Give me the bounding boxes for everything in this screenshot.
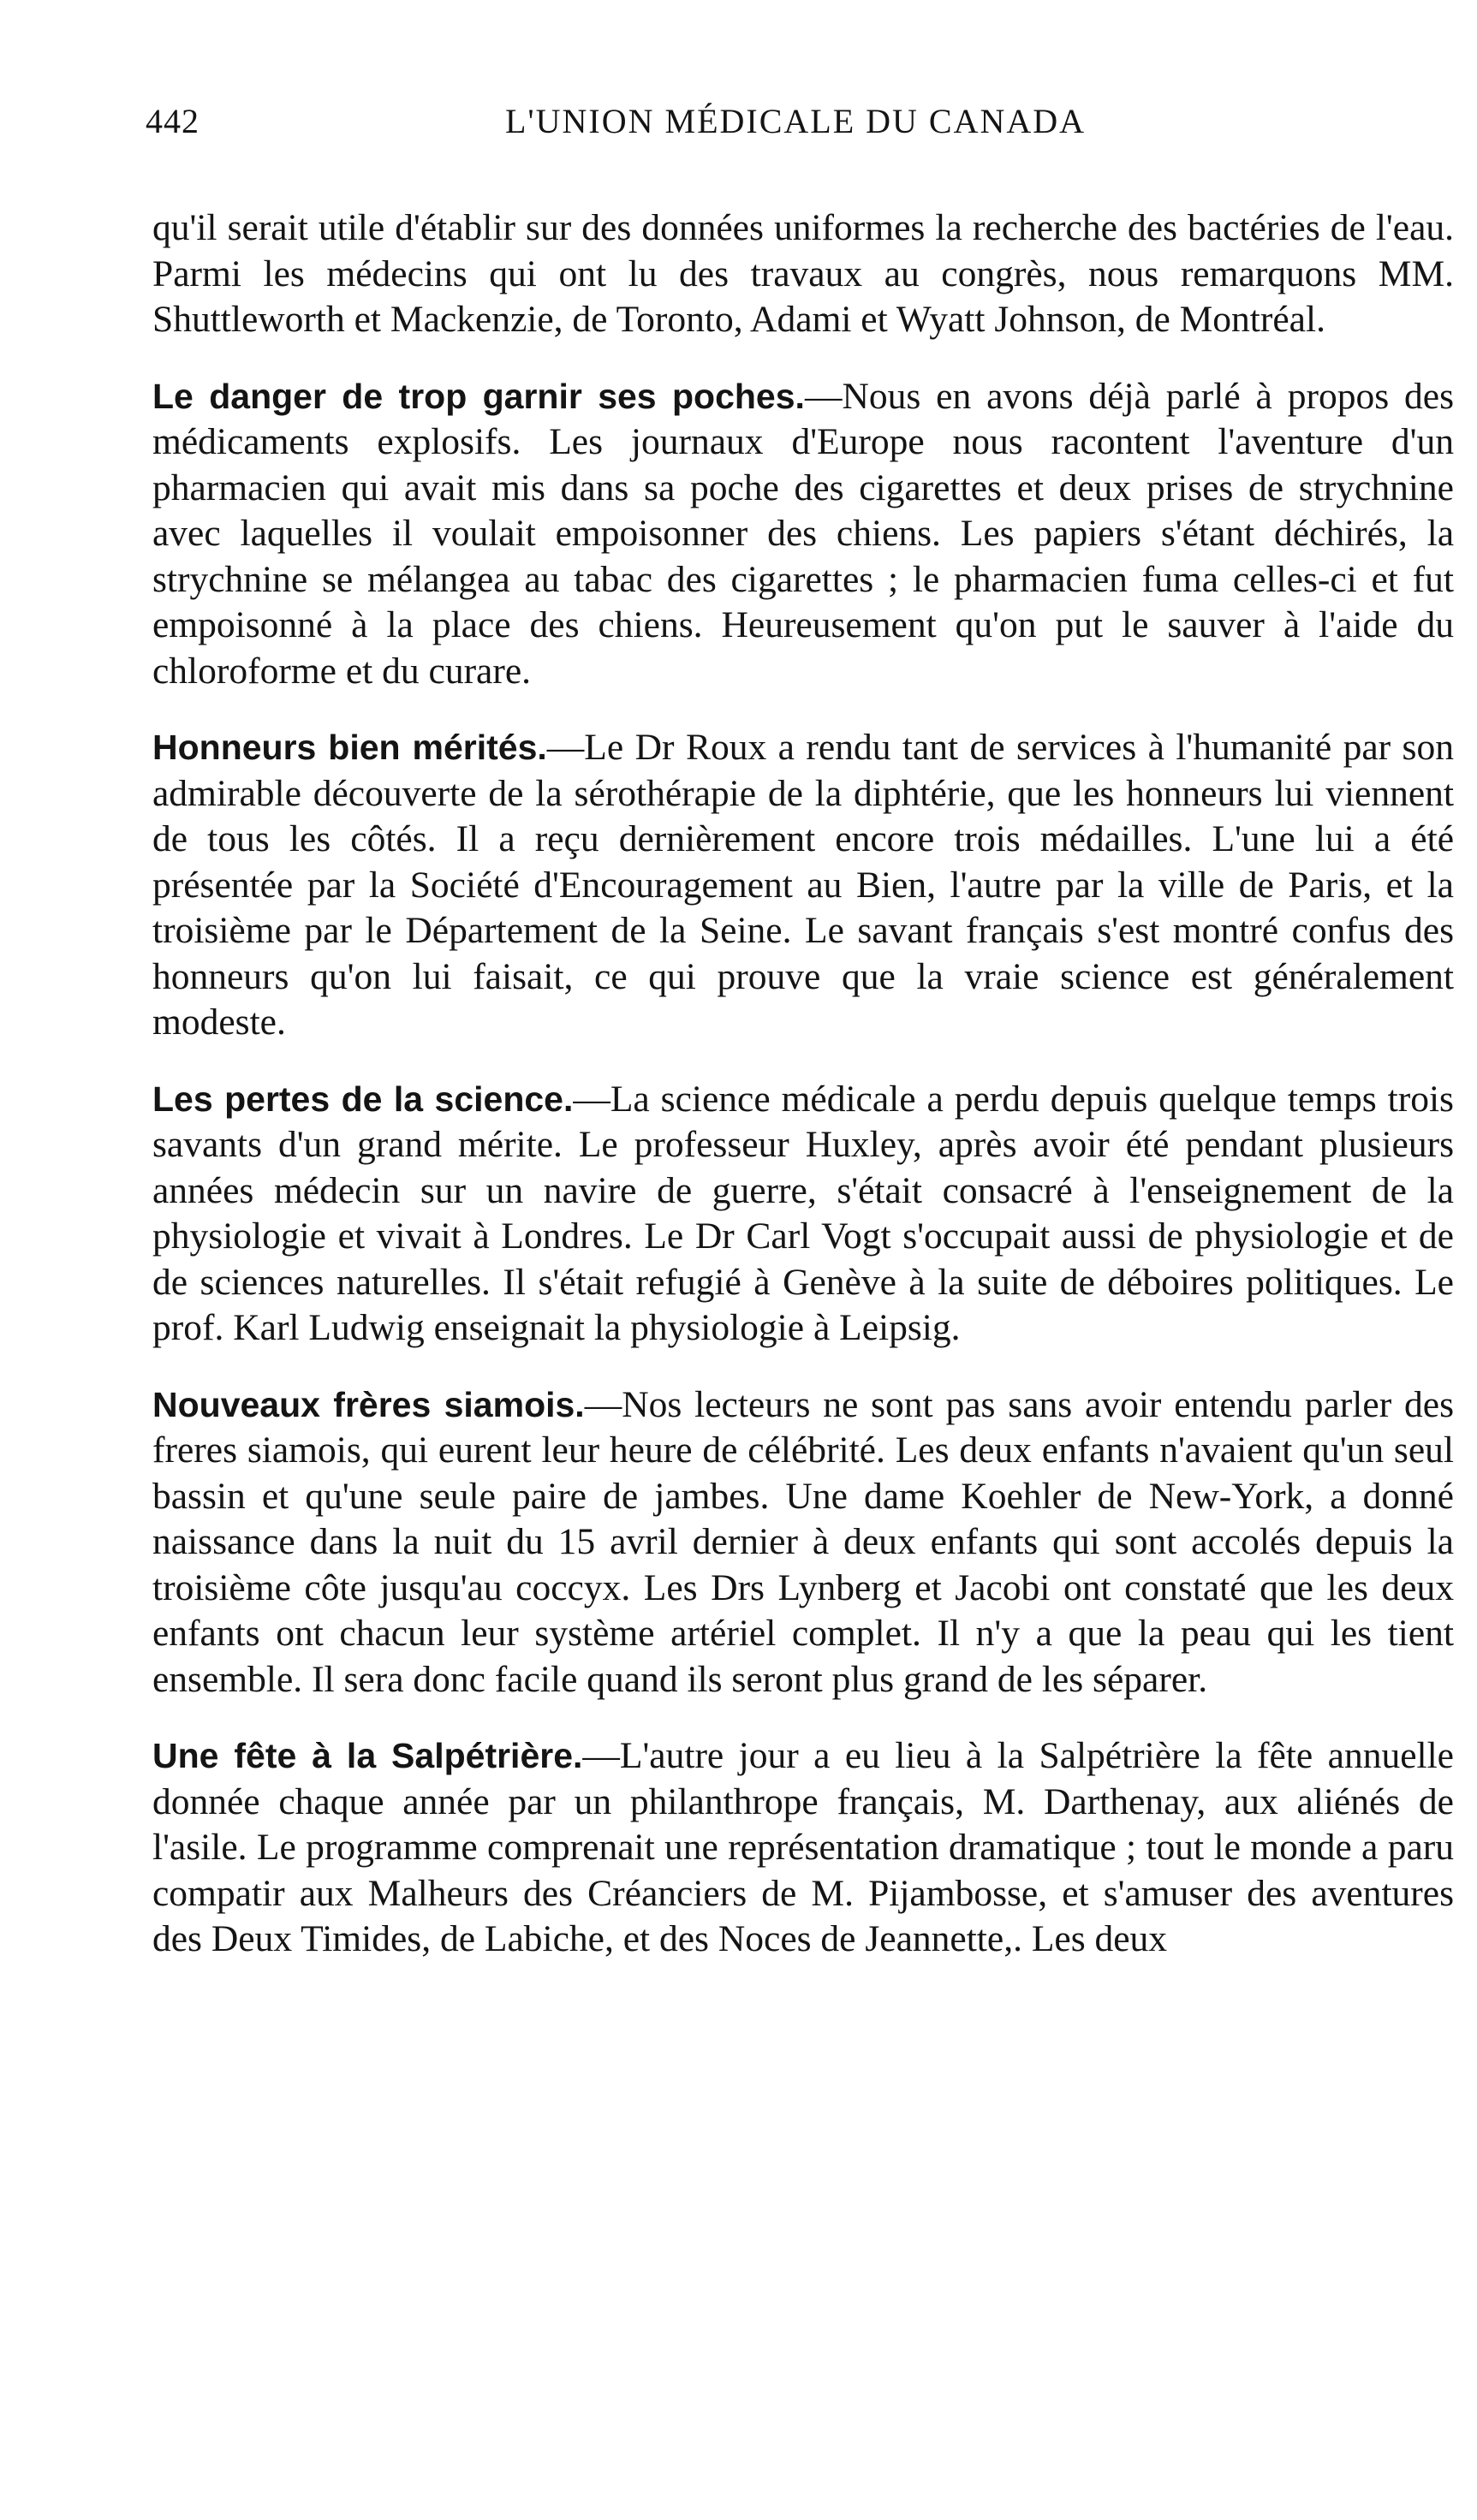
journal-title: L'UNION MÉDICALE DU CANADA <box>505 102 1087 140</box>
paragraph-text: —Nous en avons déjà parlé à propos des médicaments explosifs. Les journaux d'Europe nous racontent l'aventure d'un pharmacien qui avait mis dans sa poche des cigarettes et deux prises de strychnine avec laquelles il voulait empoisonner des chiens. Les papiers s'étant déchirés, la strychnine se mélangea au tabac des cigarettes ; le pharmacien fuma celles-ci et fut empoisonné à la place des chiens. Heureusement qu'on put le sauver à l'aide du chloroforme et du curare. <box>152 375 1455 692</box>
paragraph-text: —L'autre jour a eu lieu à la Salpétrière la fête annuelle donnée chaque année par un philanthrope français, M. Darthenay, aux aliénés de l'asile. Le programme comprenait une représentation dramatique ; tout le monde a paru compatir aux Malheurs des Créanciers de M. Pijambosse, et s'amuser des aventures des Deux Timides, de Labiche, et des Noces de Jeannette,. Les deux <box>152 1735 1454 1959</box>
paragraph-salpetriere <box>152 1733 1454 1963</box>
paragraph-continued <box>152 205 1454 343</box>
paragraph-pertes <box>152 1077 1454 1352</box>
paragraph-text: —Nos lecteurs ne sont pas sans avoir entendu parler des freres siamois, qui eurent leur heure de célébrité. Les deux enfants n'avaient qu'un seul bassin et qu'une seule paire de jambes. Une dame Koehler de New-York, a donné naissance dans la nuit du 15 avril dernier à deux enfants qui sont accolés depuis la troisième côte jusqu'au coccyx. Les Drs Lynberg et Jacobi ont constaté que les deux enfants ont chacun leur système artériel complet. Il n'y a que la peau qui les tient ensemble. Il sera donc facile quand ils seront plus grand de les séparer. <box>152 1383 1454 1700</box>
paragraph-heading: Nouveaux frères siamois. <box>152 1384 585 1424</box>
paragraph-text: —Le Dr Roux a rendu tant de services à l'humanité par son admirable découverte de la sérothérapie de la diphtérie, que les honneurs lui viennent de tous les côtés. Il a reçu dernièrement encore trois médailles. L'une lui a été présentée par la Société d'Encouragement au Bien, l'autre par la ville de Paris, et la troisième par le Département de la Seine. Le savant français s'est montré confus des honneurs qu'on lui faisait, ce qui prouve que la vraie science est généralement modeste. <box>152 727 1454 1043</box>
article-body <box>152 205 1454 1994</box>
paragraph-text: —La science médicale a perdu depuis quelque temps trois savants d'un grand mérite. Le professeur Huxley, après avoir été pendant plusieurs années médecin sur un navire de guerre, s'était consacré à l'enseignement de la physiologie et vivait à Londres. Le Dr Carl Vogt s'occupait aussi de physiologie et de de sciences naturelles. Il s'était refugié à Genève à la suite de déboires politiques. Le prof. Karl Ludwig enseignait la physiologie à Leipsig. <box>152 1078 1454 1348</box>
paragraph-danger-poches <box>152 374 1454 695</box>
paragraph-heading: Le danger de trop garnir ses poches. <box>152 376 805 416</box>
paragraph-heading: Une fête à la Salpétrière. <box>152 1736 583 1775</box>
page-number: 442 <box>146 102 200 140</box>
paragraph-text: qu'il serait utile d'établir sur des données uniformes la recherche des bactéries de l'eau. Parmi les médecins qui ont lu des travaux au congrès, nous remarquons MM. Shuttleworth et Mackenzie, de Toronto, Adami et Wyatt Johnson, de Montréal. <box>152 207 1454 340</box>
paragraph-heading: Les pertes de la science. <box>152 1079 574 1119</box>
paragraph-heading: Honneurs bien mérités. <box>152 728 547 767</box>
paragraph-honneurs <box>152 725 1454 1046</box>
paragraph-siamois <box>152 1382 1454 1703</box>
running-head <box>146 101 1447 152</box>
